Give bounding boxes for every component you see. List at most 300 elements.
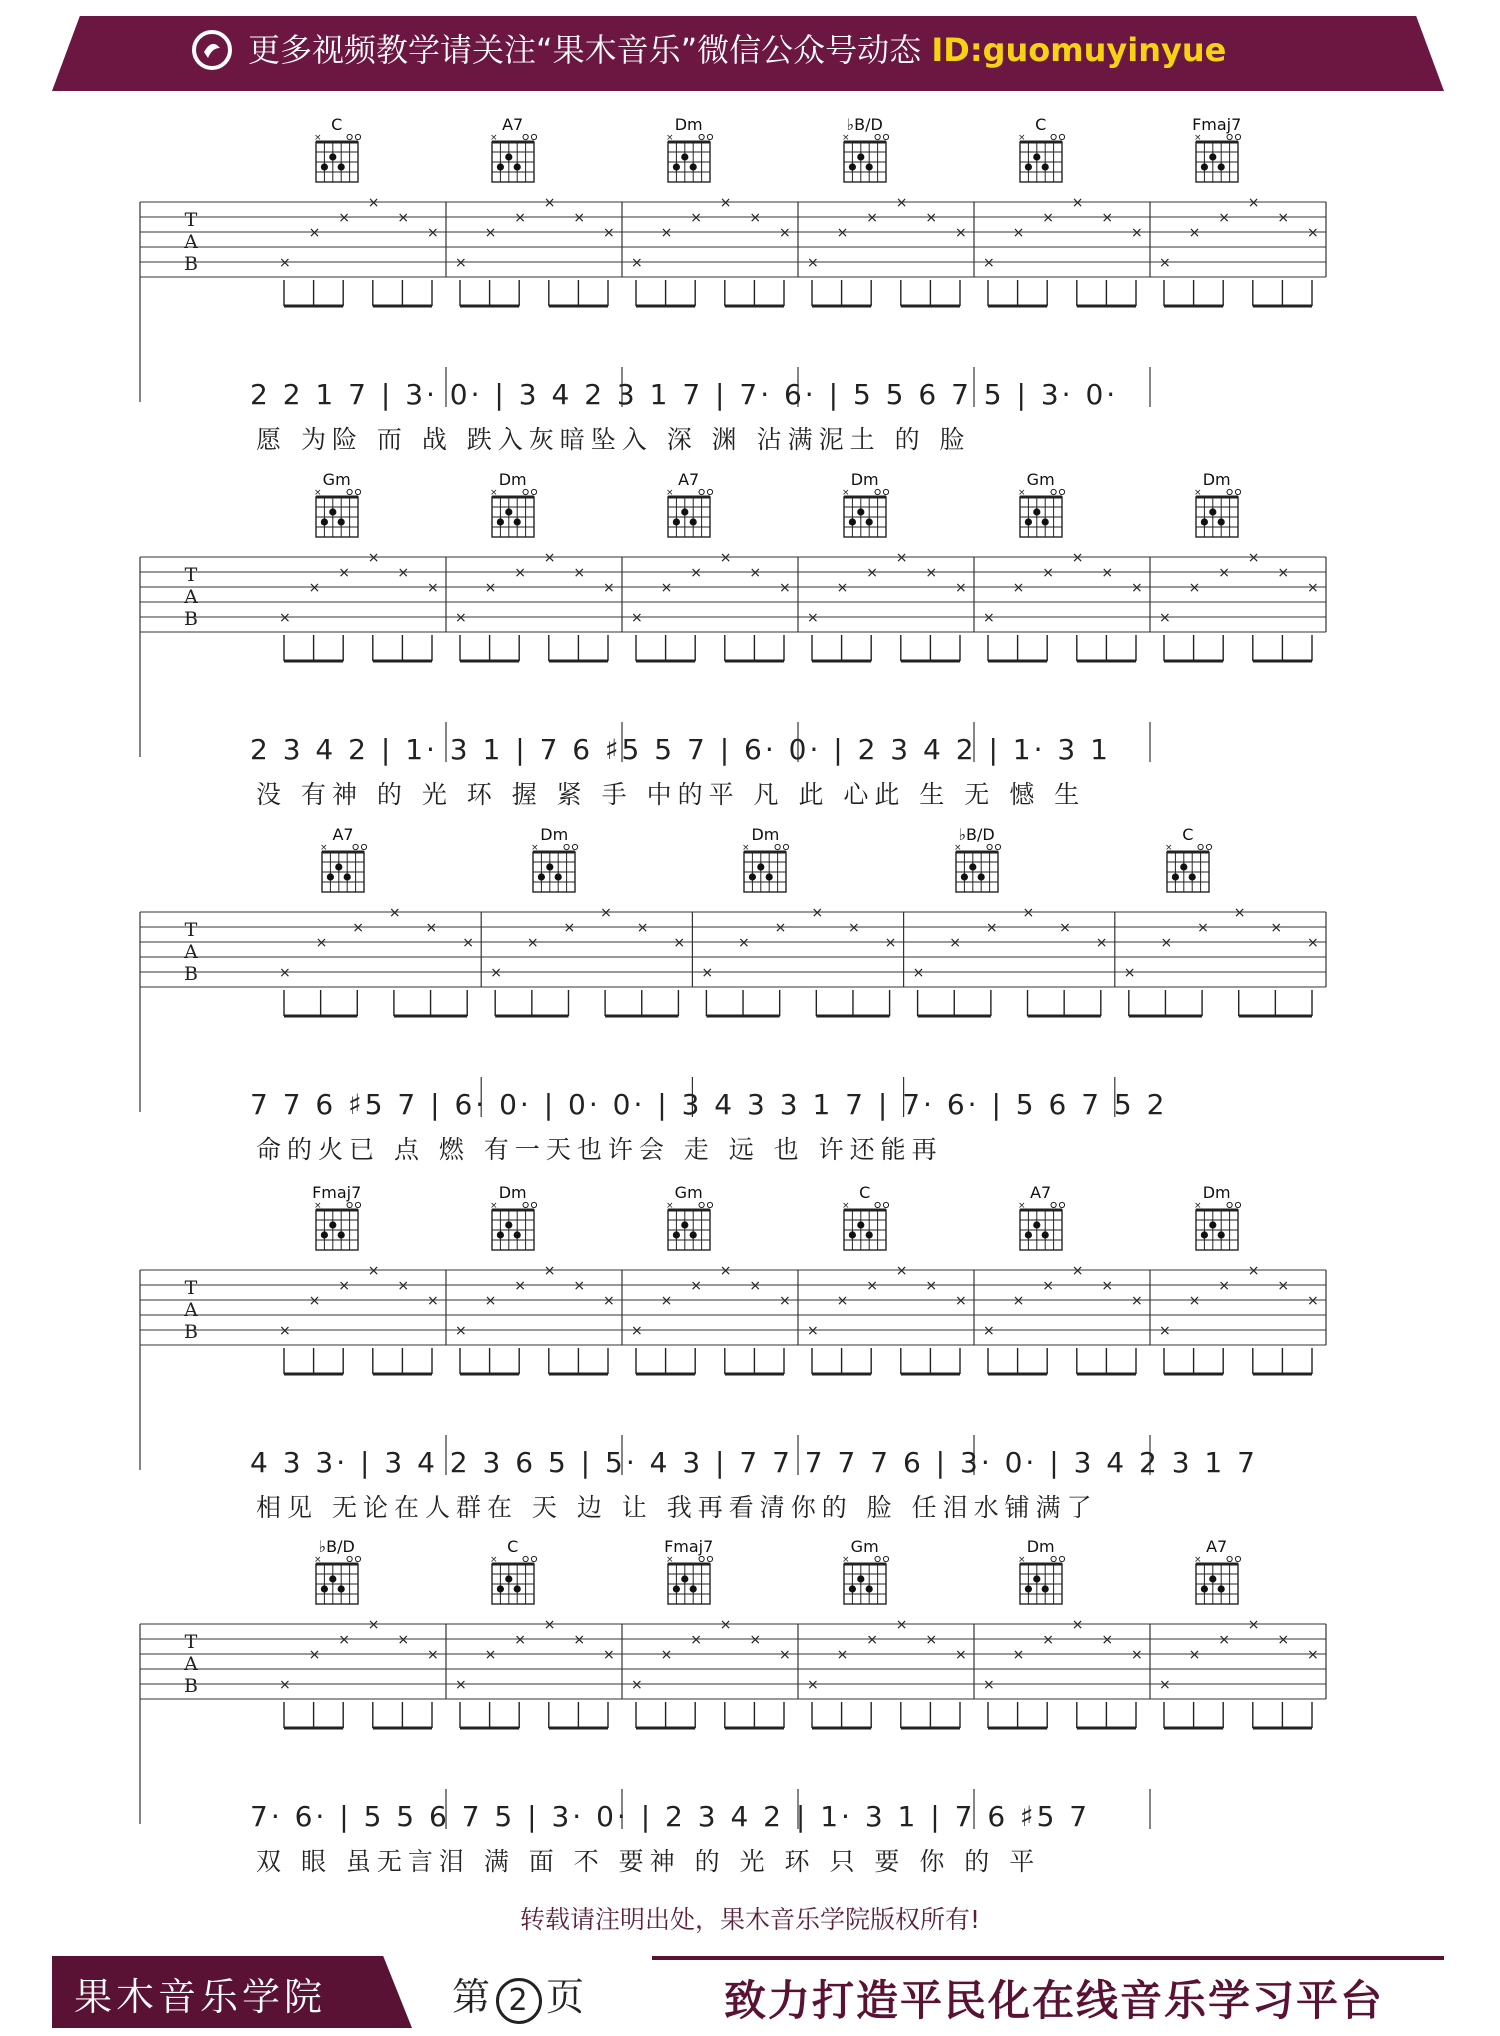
tab-clef-letter: A bbox=[184, 586, 198, 608]
tab-staff bbox=[140, 1263, 1326, 1350]
footer-slogan-block bbox=[652, 1956, 1444, 2028]
svg-text:×: × bbox=[866, 1278, 878, 1294]
svg-text:×: × bbox=[1307, 935, 1319, 951]
svg-text:×: × bbox=[514, 210, 526, 226]
svg-text:×: × bbox=[955, 1293, 967, 1309]
svg-text:×: × bbox=[836, 225, 849, 241]
svg-text:×: × bbox=[738, 935, 750, 951]
chord-name: A7 bbox=[502, 115, 524, 134]
chord-name: A7 bbox=[332, 825, 354, 844]
svg-text:×: × bbox=[367, 195, 380, 211]
chord-name: A7 bbox=[1030, 1183, 1052, 1202]
svg-text:×: × bbox=[895, 550, 908, 566]
svg-text:×: × bbox=[631, 1323, 643, 1339]
svg-text:×: × bbox=[665, 1555, 674, 1565]
svg-text:×: × bbox=[866, 210, 878, 226]
chord-diagram bbox=[1006, 1184, 1076, 1256]
tab-clef-letter: A bbox=[184, 1299, 198, 1321]
svg-text:×: × bbox=[526, 935, 539, 951]
svg-text:×: × bbox=[983, 610, 995, 626]
svg-text:×: × bbox=[315, 935, 328, 951]
svg-text:×: × bbox=[1159, 255, 1171, 271]
svg-text:×: × bbox=[774, 920, 787, 936]
page-prefix: 第 bbox=[452, 1975, 493, 2019]
svg-text:×: × bbox=[543, 1617, 556, 1633]
chord-grid bbox=[478, 1200, 548, 1256]
tab-staff bbox=[140, 1617, 1326, 1704]
svg-text:×: × bbox=[690, 210, 702, 226]
chord-grid bbox=[302, 1554, 372, 1610]
svg-text:×: × bbox=[1193, 1555, 1202, 1565]
chord-diagram bbox=[830, 116, 900, 188]
tab-clef-letter: B bbox=[184, 253, 198, 275]
chord-diagram bbox=[302, 1184, 372, 1256]
chord-diagram bbox=[302, 471, 372, 543]
chord-diagram bbox=[1006, 1538, 1076, 1610]
tab-staff bbox=[140, 550, 1326, 637]
svg-text:×: × bbox=[1247, 1617, 1260, 1633]
svg-text:×: × bbox=[279, 255, 291, 271]
lyrics-line: 命的火已 点 燃 有一天也许会 走 远 也 许还能再 bbox=[256, 1135, 943, 1164]
svg-text:×: × bbox=[514, 1632, 526, 1648]
chord-grid bbox=[1182, 1200, 1252, 1256]
svg-text:×: × bbox=[1197, 920, 1209, 936]
svg-text:×: × bbox=[1123, 965, 1136, 981]
svg-text:×: × bbox=[1071, 195, 1084, 211]
chord-name: ♭B/D bbox=[958, 825, 995, 844]
chord-grid bbox=[1182, 1554, 1252, 1610]
svg-text:×: × bbox=[690, 1632, 702, 1648]
tab-clef-letter: A bbox=[184, 941, 198, 963]
tab-clef-letter: T bbox=[184, 564, 198, 586]
svg-text:×: × bbox=[1059, 920, 1071, 936]
svg-text:×: × bbox=[484, 580, 497, 596]
svg-text:×: × bbox=[573, 1278, 586, 1294]
svg-text:×: × bbox=[308, 580, 321, 596]
svg-text:×: × bbox=[1017, 133, 1026, 143]
page-indicator bbox=[452, 1966, 586, 2024]
svg-text:×: × bbox=[1218, 1632, 1230, 1648]
svg-text:×: × bbox=[1164, 843, 1173, 853]
chord-diagram bbox=[654, 1538, 724, 1610]
chord-name: Dm bbox=[751, 825, 780, 844]
svg-text:×: × bbox=[742, 843, 750, 853]
svg-text:×: × bbox=[367, 1263, 380, 1279]
svg-text:×: × bbox=[1131, 1647, 1143, 1663]
footer-slogan: 致力打造平民化在线音乐学习平台 bbox=[724, 1976, 1385, 2025]
svg-text:×: × bbox=[983, 255, 995, 271]
tab-clef-letter: T bbox=[184, 1277, 198, 1299]
copyright-notice: 转载请注明出处，果木音乐学院版权所有! bbox=[519, 1905, 981, 1934]
svg-text:×: × bbox=[603, 1647, 615, 1663]
svg-text:×: × bbox=[397, 1278, 410, 1294]
chord-grid bbox=[942, 842, 1012, 898]
svg-text:×: × bbox=[1218, 1278, 1230, 1294]
svg-text:×: × bbox=[841, 488, 850, 498]
chord-name: Gm bbox=[1026, 470, 1055, 489]
score-system bbox=[0, 465, 1500, 820]
page-number: 2 bbox=[496, 1978, 542, 2024]
svg-text:×: × bbox=[455, 1323, 467, 1339]
svg-text:×: × bbox=[719, 550, 732, 566]
chord-diagram bbox=[478, 1538, 548, 1610]
chord-grid bbox=[1006, 1200, 1076, 1256]
svg-text:×: × bbox=[749, 1632, 762, 1648]
svg-text:×: × bbox=[1042, 1632, 1054, 1648]
chord-diagram bbox=[830, 1184, 900, 1256]
svg-text:×: × bbox=[895, 1617, 908, 1633]
chord-grid bbox=[1182, 132, 1252, 188]
svg-text:×: × bbox=[1218, 210, 1230, 226]
svg-text:×: × bbox=[1071, 1617, 1084, 1633]
chord-name: C bbox=[1035, 115, 1047, 134]
svg-text:×: × bbox=[573, 565, 586, 581]
svg-text:×: × bbox=[490, 965, 502, 981]
chord-name: A7 bbox=[1206, 1537, 1228, 1556]
svg-text:×: × bbox=[1188, 580, 1201, 596]
svg-text:×: × bbox=[427, 580, 439, 596]
svg-text:×: × bbox=[543, 1263, 556, 1279]
tab-clef-letter: B bbox=[184, 1321, 198, 1343]
svg-text:×: × bbox=[836, 1293, 849, 1309]
score-system bbox=[0, 1532, 1500, 1887]
svg-text:×: × bbox=[1277, 565, 1290, 581]
jianpu-notation: 2 2 1 7 | 3· 0· | 3 4 2 3 1 7 | 7· 6· | 5 5 6 7 5 | 3· 0· bbox=[250, 378, 1119, 411]
svg-text:×: × bbox=[1159, 1323, 1171, 1339]
svg-text:×: × bbox=[484, 1293, 497, 1309]
svg-text:×: × bbox=[308, 1647, 321, 1663]
tab-clef-letter: T bbox=[184, 209, 198, 231]
svg-text:×: × bbox=[983, 1677, 995, 1693]
svg-text:×: × bbox=[1017, 488, 1026, 498]
svg-text:×: × bbox=[514, 1278, 526, 1294]
svg-text:×: × bbox=[313, 1555, 322, 1565]
svg-text:×: × bbox=[925, 1278, 938, 1294]
footer-school-name: 果木音乐学院 bbox=[74, 1975, 327, 2019]
chord-name: Gm bbox=[674, 1183, 703, 1202]
svg-text:×: × bbox=[603, 580, 615, 596]
svg-text:×: × bbox=[1042, 565, 1054, 581]
chord-diagram bbox=[302, 116, 372, 188]
svg-text:×: × bbox=[313, 488, 322, 498]
chord-grid bbox=[302, 1200, 372, 1256]
svg-text:×: × bbox=[841, 133, 850, 143]
svg-text:×: × bbox=[1042, 1278, 1054, 1294]
chord-diagram bbox=[478, 471, 548, 543]
svg-text:×: × bbox=[631, 1677, 643, 1693]
chord-name: Dm bbox=[540, 825, 569, 844]
svg-text:×: × bbox=[1307, 1647, 1319, 1663]
svg-text:×: × bbox=[690, 565, 702, 581]
svg-text:×: × bbox=[573, 210, 586, 226]
svg-text:×: × bbox=[631, 255, 643, 271]
chord-name: Dm bbox=[674, 115, 703, 134]
wechat-id: ID:guomuyinyue bbox=[931, 31, 1227, 69]
svg-text:×: × bbox=[338, 1632, 350, 1648]
svg-text:×: × bbox=[665, 488, 674, 498]
jianpu-notation: 4 3 3· | 3 4 2 3 6 5 | 5· 4 3 | 7 7 7 7 7 6 | 3· 0· | 3 4 2 3 1 7 bbox=[250, 1446, 1258, 1479]
svg-text:×: × bbox=[1247, 550, 1260, 566]
svg-text:×: × bbox=[514, 565, 526, 581]
svg-text:×: × bbox=[1188, 1293, 1201, 1309]
svg-text:×: × bbox=[807, 1323, 819, 1339]
svg-text:×: × bbox=[1307, 580, 1319, 596]
svg-text:×: × bbox=[367, 550, 380, 566]
chord-grid bbox=[1153, 842, 1223, 898]
chord-diagram bbox=[1006, 471, 1076, 543]
svg-text:×: × bbox=[631, 610, 643, 626]
svg-text:×: × bbox=[779, 1293, 791, 1309]
chord-diagram bbox=[478, 116, 548, 188]
svg-text:×: × bbox=[1042, 210, 1054, 226]
svg-text:×: × bbox=[836, 1647, 849, 1663]
chord-name: Dm bbox=[1026, 1537, 1055, 1556]
chord-diagram bbox=[478, 1184, 548, 1256]
svg-text:×: × bbox=[807, 1677, 819, 1693]
svg-text:×: × bbox=[1022, 905, 1035, 921]
svg-text:×: × bbox=[1017, 1201, 1026, 1211]
chord-diagram bbox=[1182, 1538, 1252, 1610]
svg-text:×: × bbox=[1270, 920, 1283, 936]
svg-text:×: × bbox=[1307, 1293, 1319, 1309]
chord-grid bbox=[1006, 1554, 1076, 1610]
chord-grid bbox=[308, 842, 378, 898]
svg-text:×: × bbox=[352, 920, 365, 936]
score-system bbox=[0, 820, 1500, 1175]
svg-text:×: × bbox=[367, 1617, 380, 1633]
svg-text:×: × bbox=[308, 1293, 321, 1309]
lyrics-line: 双 眼 虽无言泪 满 面 不 要神 的 光 环 只 要 你 的 平 bbox=[256, 1847, 1041, 1876]
chord-name: C bbox=[859, 1183, 871, 1202]
tab-staff bbox=[140, 195, 1326, 282]
svg-text:×: × bbox=[636, 920, 649, 936]
svg-text:×: × bbox=[543, 195, 556, 211]
score-system bbox=[0, 1178, 1500, 1533]
svg-text:×: × bbox=[1233, 905, 1246, 921]
svg-text:×: × bbox=[1012, 225, 1025, 241]
footer bbox=[52, 1956, 1444, 2028]
chord-diagram bbox=[302, 1538, 372, 1610]
tab-clef-letter: T bbox=[184, 1631, 198, 1653]
chord-diagram bbox=[654, 471, 724, 543]
svg-text:×: × bbox=[427, 1647, 439, 1663]
svg-text:×: × bbox=[543, 550, 556, 566]
svg-text:×: × bbox=[1101, 1632, 1114, 1648]
svg-text:×: × bbox=[338, 210, 350, 226]
chord-diagram bbox=[1182, 471, 1252, 543]
tab-clef-letter: T bbox=[184, 919, 198, 941]
svg-text:×: × bbox=[600, 905, 612, 921]
svg-text:×: × bbox=[1012, 1293, 1025, 1309]
chord-name: Dm bbox=[1202, 470, 1231, 489]
chord-name: A7 bbox=[678, 470, 700, 489]
svg-text:×: × bbox=[455, 1677, 467, 1693]
svg-text:×: × bbox=[279, 965, 291, 981]
svg-text:×: × bbox=[1071, 1263, 1084, 1279]
chord-diagram bbox=[1182, 116, 1252, 188]
svg-text:×: × bbox=[427, 225, 439, 241]
svg-text:×: × bbox=[425, 920, 438, 936]
chord-diagram bbox=[308, 826, 378, 898]
chord-grid bbox=[654, 1554, 724, 1610]
tab-clef-letter: B bbox=[184, 608, 198, 630]
svg-text:×: × bbox=[338, 565, 350, 581]
svg-text:×: × bbox=[279, 1323, 291, 1339]
svg-text:×: × bbox=[1101, 1278, 1114, 1294]
chord-diagram bbox=[654, 116, 724, 188]
svg-text:×: × bbox=[1277, 1278, 1290, 1294]
svg-text:×: × bbox=[983, 1323, 995, 1339]
svg-text:×: × bbox=[912, 965, 925, 981]
svg-text:×: × bbox=[1188, 225, 1201, 241]
svg-text:×: × bbox=[807, 255, 819, 271]
tab-clef-letter: A bbox=[184, 1653, 198, 1675]
svg-text:×: × bbox=[1071, 550, 1084, 566]
svg-text:×: × bbox=[462, 935, 474, 951]
svg-text:×: × bbox=[1218, 565, 1230, 581]
svg-text:×: × bbox=[807, 610, 819, 626]
svg-text:×: × bbox=[955, 580, 967, 596]
chord-diagram bbox=[830, 1538, 900, 1610]
svg-text:×: × bbox=[603, 225, 615, 241]
chord-grid bbox=[478, 1554, 548, 1610]
svg-text:×: × bbox=[313, 133, 322, 143]
chord-grid bbox=[830, 1200, 900, 1256]
svg-text:×: × bbox=[779, 580, 791, 596]
svg-text:×: × bbox=[455, 255, 467, 271]
lyrics-line: 没 有神 的 光 环 握 紧 手 中的平 凡 此 心此 生 无 憾 生 bbox=[256, 780, 1086, 809]
chord-grid bbox=[730, 842, 800, 898]
svg-text:×: × bbox=[1131, 1293, 1143, 1309]
chord-grid bbox=[830, 1554, 900, 1610]
svg-text:×: × bbox=[925, 1632, 938, 1648]
svg-text:×: × bbox=[673, 935, 686, 951]
svg-text:×: × bbox=[484, 225, 497, 241]
svg-text:×: × bbox=[313, 1201, 322, 1211]
svg-text:×: × bbox=[841, 1201, 850, 1211]
svg-text:×: × bbox=[1193, 1201, 1202, 1211]
svg-text:×: × bbox=[719, 195, 732, 211]
chord-name: ♭B/D bbox=[846, 115, 883, 134]
chord-grid bbox=[830, 487, 900, 543]
chord-name: Dm bbox=[1202, 1183, 1231, 1202]
svg-text:×: × bbox=[1101, 210, 1114, 226]
svg-text:×: × bbox=[884, 935, 897, 951]
chord-name: Dm bbox=[850, 470, 879, 489]
chord-grid bbox=[1006, 132, 1076, 188]
svg-text:×: × bbox=[953, 843, 962, 853]
chord-name: ♭B/D bbox=[318, 1537, 355, 1556]
svg-text:×: × bbox=[489, 133, 498, 143]
chord-name: Dm bbox=[498, 470, 527, 489]
jianpu-notation: 7 7 6 ♯5 7 | 6· 0· | 0· 0· | 3 4 3 3 1 7 | 7· 6· | 5 6 7 5 2 bbox=[250, 1088, 1168, 1121]
svg-text:×: × bbox=[427, 1293, 439, 1309]
chord-grid bbox=[478, 132, 548, 188]
svg-text:×: × bbox=[489, 1201, 498, 1211]
svg-text:×: × bbox=[531, 843, 539, 853]
svg-text:×: × bbox=[925, 210, 938, 226]
svg-text:×: × bbox=[1012, 580, 1025, 596]
chord-grid bbox=[478, 487, 548, 543]
svg-text:×: × bbox=[1277, 1632, 1290, 1648]
svg-text:×: × bbox=[1247, 195, 1260, 211]
svg-text:×: × bbox=[841, 1555, 850, 1565]
chord-diagram bbox=[1006, 116, 1076, 188]
chord-name: C bbox=[507, 1537, 519, 1556]
svg-text:×: × bbox=[397, 1632, 410, 1648]
svg-text:×: × bbox=[811, 905, 824, 921]
svg-text:×: × bbox=[338, 1278, 350, 1294]
svg-text:×: × bbox=[1193, 488, 1202, 498]
svg-text:×: × bbox=[1277, 210, 1290, 226]
svg-text:×: × bbox=[895, 1263, 908, 1279]
chord-grid bbox=[302, 132, 372, 188]
svg-text:×: × bbox=[1131, 580, 1143, 596]
svg-text:×: × bbox=[895, 195, 908, 211]
svg-text:×: × bbox=[573, 1632, 586, 1648]
chord-diagram bbox=[830, 471, 900, 543]
svg-text:×: × bbox=[779, 225, 791, 241]
svg-text:×: × bbox=[985, 920, 998, 936]
tab-clef-letter: B bbox=[184, 963, 198, 985]
banner-message: 更多视频教学请关注“果木音乐”微信公众号动态 bbox=[248, 31, 922, 69]
svg-text:×: × bbox=[1307, 225, 1319, 241]
svg-text:×: × bbox=[701, 965, 714, 981]
svg-text:×: × bbox=[719, 1617, 732, 1633]
chord-name: Gm bbox=[850, 1537, 879, 1556]
chord-grid bbox=[654, 487, 724, 543]
svg-text:×: × bbox=[1101, 565, 1114, 581]
svg-text:×: × bbox=[1159, 610, 1171, 626]
guomu-logo-icon bbox=[190, 28, 234, 72]
svg-text:×: × bbox=[660, 1293, 673, 1309]
svg-text:×: × bbox=[719, 1263, 732, 1279]
chord-diagram bbox=[730, 826, 800, 898]
svg-text:×: × bbox=[1193, 133, 1202, 143]
chord-name: C bbox=[1182, 825, 1194, 844]
svg-text:×: × bbox=[279, 610, 291, 626]
svg-text:×: × bbox=[749, 210, 762, 226]
svg-text:×: × bbox=[847, 920, 860, 936]
chord-diagram bbox=[519, 826, 589, 898]
chord-grid bbox=[519, 842, 589, 898]
svg-text:×: × bbox=[665, 1201, 674, 1211]
chord-diagram bbox=[942, 826, 1012, 898]
chord-diagram bbox=[1182, 1184, 1252, 1256]
chord-grid bbox=[654, 132, 724, 188]
svg-text:×: × bbox=[1012, 1647, 1025, 1663]
svg-text:×: × bbox=[749, 1278, 762, 1294]
svg-text:×: × bbox=[665, 133, 674, 143]
chord-diagram bbox=[654, 1184, 724, 1256]
svg-text:×: × bbox=[749, 565, 762, 581]
svg-text:×: × bbox=[955, 225, 967, 241]
svg-text:×: × bbox=[866, 565, 878, 581]
tab-clef-letter: B bbox=[184, 1675, 198, 1697]
svg-text:×: × bbox=[836, 580, 849, 596]
svg-text:×: × bbox=[603, 1293, 615, 1309]
chord-grid bbox=[1006, 487, 1076, 543]
chord-grid bbox=[830, 132, 900, 188]
svg-text:×: × bbox=[690, 1278, 702, 1294]
lyrics-line: 相见 无论在人群在 天 边 让 我再看清你的 脸 任泪水铺满了 bbox=[256, 1493, 1098, 1522]
banner-text bbox=[248, 28, 1226, 72]
svg-text:×: × bbox=[563, 920, 576, 936]
svg-text:×: × bbox=[484, 1647, 497, 1663]
score-system bbox=[0, 110, 1500, 465]
jianpu-notation: 7· 6· | 5 5 6 7 5 | 3· 0· | 2 3 4 2 | 1· 3 1 | 7 6 ♯5 7 bbox=[250, 1800, 1091, 1833]
chord-name: Gm bbox=[322, 470, 351, 489]
